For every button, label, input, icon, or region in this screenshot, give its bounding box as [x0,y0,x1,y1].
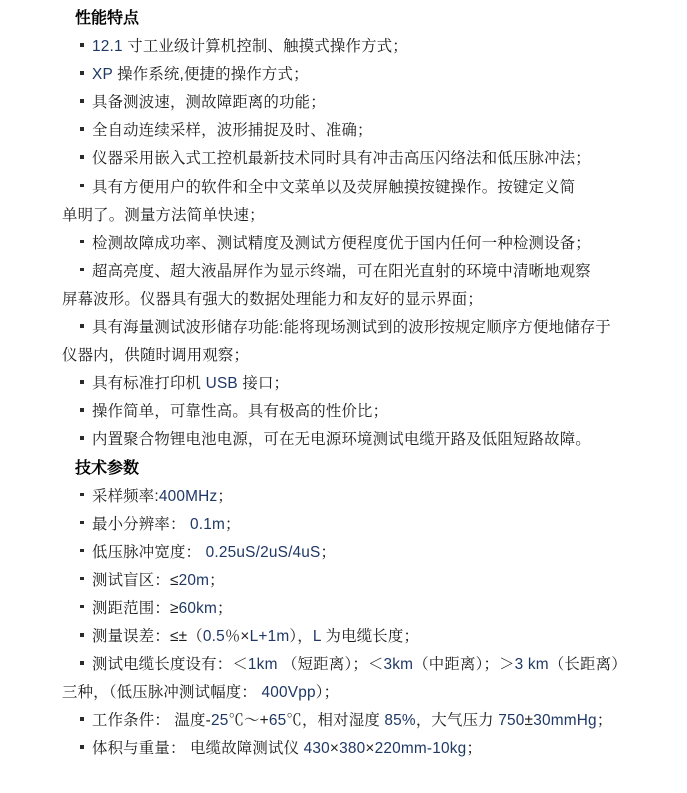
bullet-dot [80,99,84,103]
section-title-features: 性能特点 [75,10,140,27]
bullet-dot [80,605,84,609]
bullet-text: 测距范围：≥60km； [92,599,233,617]
bullet-text: 采样频率:400MHz； [92,487,233,505]
bullet-dot [80,127,84,131]
bullet-dot [80,745,84,749]
bullet-dot [80,184,84,188]
bullet-item [62,539,687,567]
bullet-item [62,707,687,735]
bullet-text: 具有方便用户的软件和全中文菜单以及荧屏触摸按键操作。按键定义简 [92,178,576,196]
bullet-dot [80,717,84,721]
bullet-item [62,174,687,202]
bullet-item [62,623,687,651]
bullet-dot [80,408,84,412]
bullet-dot [80,661,84,665]
bullet-item [62,61,687,89]
bullet-dot [80,324,84,328]
bullet-item [62,483,687,511]
bullet-text: 内置聚合物锂电池电源，可在无电源环境测试电缆开路及低阻短路故障。 [92,431,591,449]
bullet-text: 具有标准打印机 USB 接口； [92,375,290,393]
bullet-text: 测试盲区：≤20m； [92,571,225,589]
bullet-item [62,567,687,595]
bullet-item [62,511,687,539]
bullet-dot [80,268,84,272]
bullet-text: 具有海量测试波形储存功能:能将现场测试到的波形按规定顺序方便地储存于 [92,319,611,337]
bullet-text: 仪器采用嵌入式工控机最新技术同时具有冲击高压闪络法和低压脉冲法； [92,150,591,168]
bullet-item [62,117,687,145]
continuation-text: 三种，（低压脉冲测试幅度： 400Vpp）； [62,684,340,702]
bullet-dot [80,521,84,525]
bullet-text: 最小分辨率： 0.1m； [92,515,241,533]
bullet-text: 操作简单，可靠性高。具有极高的性价比； [92,403,389,421]
continuation-line [62,342,687,370]
bullet-text: 低压脉冲宽度： 0.25uS/2uS/4uS； [92,543,337,561]
bullet-item [62,398,687,426]
bullet-dot [80,380,84,384]
bullet-item [62,230,687,258]
bullet-item [62,426,687,454]
continuation-text: 仪器内，供随时调用观察； [62,347,250,365]
bullet-dot [80,493,84,497]
bullet-text: 测量误差：≤±（0.5％×L+1m），L 为电缆长度； [92,628,420,646]
bullet-dot [80,633,84,637]
bullet-text: 测试电缆长度设有：＜1km （短距离）；＜3km（中距离）；＞3 km（长距离） [92,656,627,674]
continuation-line [62,202,687,230]
bullet-item [62,89,687,117]
bullet-text: 具备测波速，测故障距离的功能； [92,94,326,112]
bullet-item [62,145,687,173]
bullet-text: 超高亮度、超大液晶屏作为显示终端，可在阳光直射的环境中清晰地观察 [92,262,591,280]
bullet-dot [80,577,84,581]
bullet-item [62,370,687,398]
bullet-text: XP 操作系统,便捷的操作方式； [92,66,309,84]
bullet-dot [80,155,84,159]
bullet-dot [80,436,84,440]
bullet-item [62,735,687,763]
bullet-item [62,595,687,623]
bullet-text: 12.1 寸工业级计算机控制、触摸式操作方式； [92,38,408,56]
bullet-item [62,258,687,286]
bullet-text: 工作条件： 温度-25℃～+65℃，相对湿度 85%，大气压力 750±30mmHg； [92,712,613,730]
section-title-parameters: 技术参数 [75,459,140,477]
bullet-dot [80,43,84,47]
continuation-line [62,286,687,314]
continuation-line [62,679,687,707]
continuation-text: 单明了。测量方法简单快速； [62,206,265,224]
bullet-item [62,314,687,342]
bullet-text: 全自动连续采样，波形捕捉及时、准确； [92,122,373,140]
bullet-dot [80,71,84,75]
bullet-dot [80,240,84,244]
bullet-item [62,651,687,679]
bullet-dot [80,549,84,553]
continuation-text: 屏幕波形。仪器具有强大的数据处理能力和友好的显示界面； [62,290,483,308]
bullet-item [62,33,687,61]
bullet-text: 体积与重量： 电缆故障测试仪 430×380×220mm-10kg； [92,740,483,758]
bullet-text: 检测故障成功率、测试精度及测试方便程度优于国内任何一种检测设备； [92,234,591,252]
